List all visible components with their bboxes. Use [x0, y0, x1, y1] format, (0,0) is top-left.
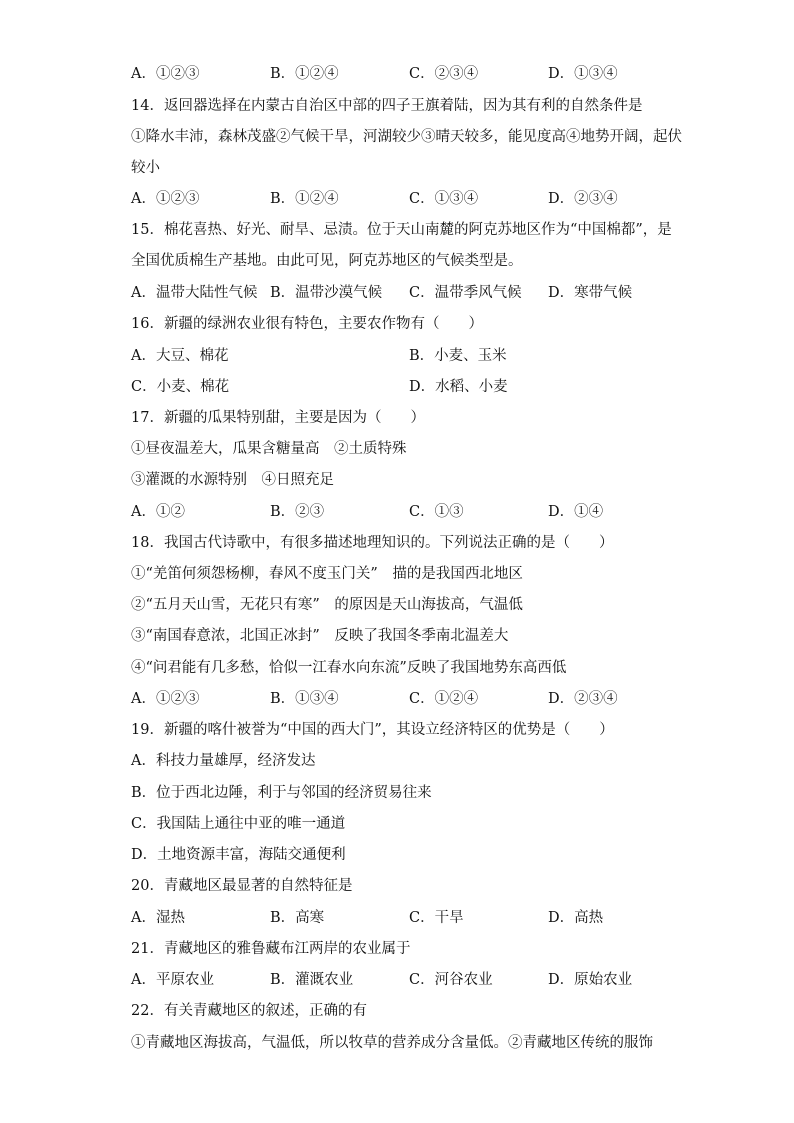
- q18-statement-1: ①“羌笛何须怨杨柳，春风不度玉门关” 描的是我国西北地区: [131, 566, 523, 582]
- q13-option-a: A．①②③: [131, 66, 200, 82]
- q13-option-d: D．①③④: [548, 66, 618, 82]
- q15-option-d: D．寒带气候: [548, 285, 633, 301]
- q20-option-c: C．干旱: [409, 910, 464, 926]
- q22-statement-line-1: ①青藏地区海拔高，气温低，所以牧草的营养成分含量低。②青藏地区传统的服饰: [131, 1035, 653, 1051]
- q13-option-c: C．②③④: [409, 66, 479, 82]
- q18-stem: 18．我国古代诗歌中，有很多描述地理知识的。下列说法正确的是（ ）: [131, 535, 614, 551]
- q20-stem: 20．青藏地区最显著的自然特征是: [131, 878, 353, 894]
- q16-option-c: C．小麦、棉花: [131, 379, 230, 395]
- q21-option-c: C．河谷农业: [409, 972, 493, 988]
- q20-option-b: B．高寒: [270, 910, 325, 926]
- q18-option-d: D．②③④: [548, 691, 618, 707]
- q16-option-d: D．水稻、小麦: [409, 379, 508, 395]
- q18-option-a: A．①②③: [131, 691, 200, 707]
- q21-stem: 21．青藏地区的雅鲁藏布江两岸的农业属于: [131, 941, 411, 957]
- q14-statement-line-2: 较小: [131, 160, 160, 176]
- q14-option-d: D．②③④: [548, 191, 618, 207]
- q17-option-a: A．①②: [131, 504, 185, 520]
- q17-option-c: C．①③: [409, 504, 464, 520]
- q20-option-a: A．湿热: [131, 910, 185, 926]
- q15-stem-line-1: 15．棉花喜热、好光、耐旱、忌渍。位于天山南麓的阿克苏地区作为“中国棉都”，是: [131, 222, 672, 238]
- q19-stem: 19．新疆的喀什被誉为“中国的西大门”，其设立经济特区的优势是（ ）: [131, 722, 614, 738]
- q16-option-b: B．小麦、玉米: [409, 348, 507, 364]
- q21-option-a: A．平原农业: [131, 972, 214, 988]
- q17-option-d: D．①④: [548, 504, 604, 520]
- q18-statement-4: ④“问君能有几多愁，恰似一江春水向东流”反映了我国地势东高西低: [131, 660, 567, 676]
- q21-option-d: D．原始农业: [548, 972, 633, 988]
- q19-option-b: B．位于西北边陲，利于与邻国的经济贸易往来: [131, 785, 432, 801]
- q14-statement-line-1: ①降水丰沛，森林茂盛②气候干旱，河湖较少③晴天较多，能见度高④地势开阔，起伏: [131, 129, 682, 145]
- q22-stem: 22．有关青藏地区的叙述，正确的有: [131, 1003, 367, 1019]
- q14-stem: 14．返回器选择在内蒙古自治区中部的四子王旗着陆，因为其有利的自然条件是: [131, 98, 643, 114]
- q20-option-d: D．高热: [548, 910, 604, 926]
- q18-option-b: B．①③④: [270, 691, 339, 707]
- q16-option-a: A．大豆、棉花: [131, 348, 229, 364]
- q17-statement-line-1: ①昼夜温差大，瓜果含糖量高 ②土质特殊: [131, 441, 407, 457]
- q17-stem: 17．新疆的瓜果特别甜，主要是因为（ ）: [131, 410, 425, 426]
- q15-option-a: A．温带大陆性气候: [131, 285, 258, 301]
- q19-option-d: D．土地资源丰富，海陆交通便利: [131, 847, 346, 863]
- q18-statement-3: ③“南国春意浓，北国正冰封” 反映了我国冬季南北温差大: [131, 628, 509, 644]
- q13-option-b: B．①②④: [270, 66, 339, 82]
- q21-option-b: B．灌溉农业: [270, 972, 354, 988]
- q15-option-c: C．温带季风气候: [409, 285, 522, 301]
- q18-option-c: C．①②④: [409, 691, 479, 707]
- q17-statement-line-2: ③灌溉的水源特别 ④日照充足: [131, 472, 334, 488]
- q19-option-c: C．我国陆上通往中亚的唯一通道: [131, 816, 346, 832]
- q14-option-b: B．①②④: [270, 191, 339, 207]
- q15-option-b: B．温带沙漠气候: [270, 285, 383, 301]
- q17-option-b: B．②③: [270, 504, 325, 520]
- q14-option-c: C．①③④: [409, 191, 479, 207]
- q18-statement-2: ②“五月天山雪，无花只有寒” 的原因是天山海拔高，气温低: [131, 597, 523, 613]
- q19-option-a: A．科技力量雄厚，经济发达: [131, 753, 316, 769]
- q16-stem: 16．新疆的绿洲农业很有特色，主要农作物有（ ）: [131, 316, 483, 332]
- q15-stem-line-2: 全国优质棉生产基地。由此可见，阿克苏地区的气候类型是。: [131, 253, 523, 269]
- q14-option-a: A．①②③: [131, 191, 200, 207]
